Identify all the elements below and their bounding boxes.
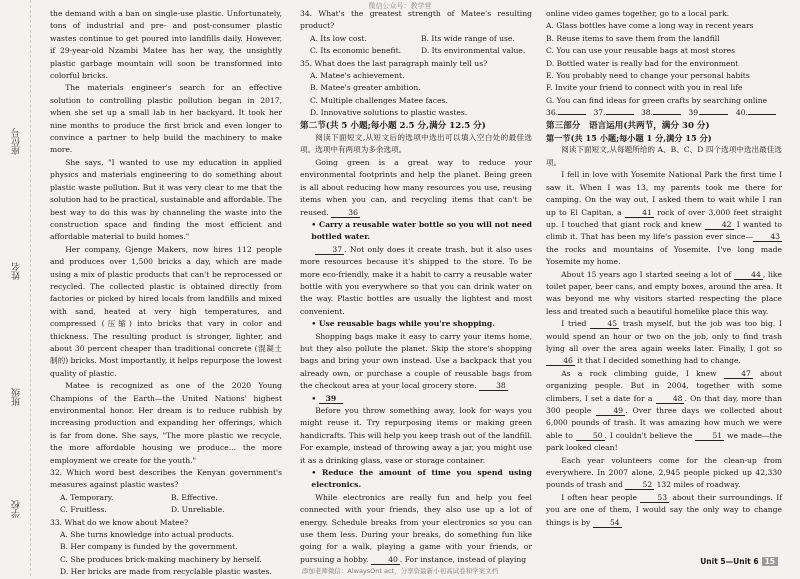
blank-39[interactable]: 39 xyxy=(319,394,343,404)
option: A. Glass bottles have come a long way in recent years xyxy=(546,21,754,31)
school-label: 学校 xyxy=(12,500,22,518)
subheading: • Carry a reusable water bottle so you will not need bottled water. xyxy=(311,219,532,242)
option: C. You can use your reusable bags at most stores xyxy=(546,46,736,56)
passage-paragraph: 37 . Not only does it create trash, but it also uses more resources because it's shipped to the store. To be more eco-friendly, make it a habit to carry a reusable water bottle with you everywhere so that you can drink water on the way. Plastic bottles are usually the lightest and most convenient. xyxy=(300,244,532,316)
option: D. Her bricks are made from recyclable plastic wastes. xyxy=(60,567,272,577)
question-32-options xyxy=(50,504,282,516)
question-35: 35. What does the last paragraph mainly tell us? xyxy=(300,58,488,68)
option: B. Reuse items to save them from the landfill xyxy=(546,33,720,43)
question-32-options xyxy=(50,492,282,504)
blank-53[interactable]: 53 xyxy=(640,493,669,503)
option: G. You can find ideas for green crafts by searching online xyxy=(546,95,768,105)
answer-blank[interactable]: 39. xyxy=(688,107,728,119)
answer-blank[interactable]: 36. xyxy=(546,107,586,119)
passage-paragraph: the demand with a ban on single-use plastic. Unfortunately, tons of industrial and pre- and post-consumer plastic wastes continue to get poured into landfills daily. However, if 29-year-old Nzambi Matee has her way, the unsightly plastic garbage mountain will soon be transformed into colorful bricks. xyxy=(50,9,282,81)
question-34-options xyxy=(300,33,532,45)
blank-51[interactable]: 51 xyxy=(695,431,724,441)
passage-paragraph: The materials engineer's search for an effective solution to controlling plastic pollution began in 2017, when she set up a small lab in her backyard. It took her nine months to produce the first brick and even longer to convince a partner to help build the machinery to make more. xyxy=(50,83,282,155)
passage-paragraph: I fell in love with Yosemite National Park the first time I saw it. When I was 13, my parents took me there for camping. On the way out, I asked them to wait while I ran up to El Capitan, a 41 rock of over 3,000 feet straight up. I touched that giant rock and knew 42 I wanted to climb it. That has been my life's passion ever since— 43 the rocks and mountains of Yosemite. I've long made Yosemite my home. xyxy=(546,170,782,267)
answer-blank[interactable]: 37. xyxy=(593,107,633,119)
answer-blank[interactable]: 38. xyxy=(641,107,681,119)
option: C. Its economic benefit. xyxy=(310,46,402,56)
subheading: • Reduce the amount of time you spend using electronics. xyxy=(311,468,532,490)
option: C. Multiple challenges Matee faces. xyxy=(310,95,448,105)
column-3 xyxy=(546,8,782,529)
blank-38[interactable]: 38 xyxy=(479,381,508,391)
passage-paragraph: online video games together, go to a local park. xyxy=(546,9,730,18)
unit-label: Unit 5—Unit 6 xyxy=(700,557,759,566)
blank-42[interactable]: 42 xyxy=(705,220,734,230)
passage-paragraph: I often hear people 53 about their surroundings. If you are one of them, I would say the only way to change things is by 54 xyxy=(546,492,783,527)
answer-blank[interactable]: 40. xyxy=(736,107,776,119)
blank-54[interactable]: 54 xyxy=(593,518,622,528)
page-footer xyxy=(700,557,778,566)
option: B. Matee's greater ambition. xyxy=(310,83,421,93)
blank-40[interactable]: 40 xyxy=(371,555,400,565)
part-heading: 第三部分 语言运用(共两节，满分 30 分) xyxy=(546,120,710,131)
blank-46[interactable]: 46 xyxy=(546,356,575,366)
footer-watermark: 添加老师微信：AlwaysOnt act，分享资最新小初高试卷和学案文档 xyxy=(301,567,499,575)
blank-41[interactable]: 41 xyxy=(625,208,654,218)
question-32: 32. Which word best describes the Kenyan government's measures against plastic wastes? xyxy=(50,468,282,490)
blank-44[interactable]: 44 xyxy=(734,270,763,280)
blank-36[interactable]: 36 xyxy=(331,208,360,218)
name-label: 姓名 xyxy=(12,262,22,280)
section-instructions: 阅读下面短文,从每题所给的 A、B、C、D 四个选项中选出最佳选项。 xyxy=(546,145,782,167)
option: F. Invite your friend to connect with you in real life xyxy=(546,83,743,93)
blank-50[interactable]: 50 xyxy=(576,431,605,441)
passage-paragraph: As a rock climbing guide, I knew 47 about organizing people. But in 2004, together with some climbers, I set a date for a 48 . On that day, more than 300 people 49 . Over three days we collected about 6,000 pounds of trash. It was amazing how much we were able to 50 . I couldn't believe the 51 we made—the park looked clean! xyxy=(546,368,782,453)
seat-number-label: 座位号 xyxy=(12,128,22,155)
section-heading: 第二节(共 5 小题;每小题 2.5 分,满分 12.5 分) xyxy=(300,120,486,131)
subheading-blank: • 39 xyxy=(300,393,532,405)
passage-paragraph: I tried 45 trash myself, but the job was too big. I would spend an hour or two on the job, only to find trash lying all over the area again weeks later. Finally, I got so 46 it that I decided something had to change. xyxy=(546,319,782,366)
question-34: 34. What's the greatest strength of Matee's resulting product? xyxy=(300,9,532,31)
answer-blanks-row xyxy=(546,107,782,119)
passage-paragraph: Shopping bags make it easy to carry your items home, but they also pollute the planet. Skip the store's shopping bags and bring your own instead. Use a backpack that you already own, or purchase a couple of reusable bags from the checkout area at your local grocery store. 38 xyxy=(300,331,532,391)
blank-37[interactable]: 37 xyxy=(315,245,344,255)
blank-48[interactable]: 48 xyxy=(656,394,685,404)
section-heading: 第一节(共 15 小题;每小题 1 分,满分 15 分) xyxy=(546,133,712,144)
passage-paragraph: While electronics are really fun and help you feel connected with your friends, they also use up a lot of energy. Schedule breaks from your electronics so you can use them less. During your breaks, do something fun like going for a walk, playing a game with your friends, or pursuing a hobby. 40 . For instance, instead of playing xyxy=(300,492,532,564)
column-2 xyxy=(300,8,532,566)
binding-strip xyxy=(0,0,31,576)
option: A. She turns knowledge into actual products. xyxy=(60,530,235,540)
question-33: 33. What do we know about Matee? xyxy=(50,517,189,527)
option: B. Effective. xyxy=(171,492,218,502)
option: C. Fruitless. xyxy=(60,505,107,515)
passage-paragraph: Before you throw something away, look for ways you might reuse it. Try repurposing items or making green handicrafts. This will help you keep trash out of the landfill. For example, instead of throwing away a jar, you might use it as a drinking glass, vase or storage container. xyxy=(300,406,532,465)
section-instructions: 阅读下面短文,从短文后的选项中选出可以填入空白处的最佳选项。选项中有两项为多余选项。 xyxy=(300,133,532,155)
blank-52[interactable]: 52 xyxy=(625,480,654,490)
blank-49[interactable]: 49 xyxy=(596,406,625,416)
option: B. Her company is funded by the government. xyxy=(60,542,238,552)
passage-paragraph: About 15 years ago I started seeing a lot of 44 , like toilet paper, beer cans, and empty boxes, around the area. It was beyond me why visitors started respecting the place less and treated such a beautiful homelike place this way. xyxy=(546,269,783,316)
passage-paragraph: She says, "I wanted to use my education in applied physics and materials engineering to do something about plastic waste pollution. But it was very clear to me that the solution had to be practical, sustainable and affordable. The best way to do this was by channeling the waste into the construction space and finding the most efficient and affordable material to build homes." xyxy=(50,157,283,242)
passage-paragraph: Her company, Gjenge Makers, now hires 112 people and produces over 1,500 bricks a day, which are made using a mix of plastic products that can't be reprocessed or recycled. The collected plastic is obtained directly from factories or picked by hired locals from landfills and mixed with sand, heated at very high temperatures, and compressed (压缩) into bricks that vary in color and thickness. The resulting product is stronger, lighter, and about 30 percent cheaper than traditional concrete (混凝土制的) bricks. Most importantly, it helps repurpose the lowest quality of plastic. xyxy=(50,244,282,378)
blank-45[interactable]: 45 xyxy=(590,319,619,329)
header-watermark: 微信公众号：教学营 xyxy=(368,2,432,10)
blank-47[interactable]: 47 xyxy=(724,369,753,379)
passage-paragraph: Matee is recognized as one of the 2020 Young Champions of the Earth—the United Nations' highest environmental honor. Her dream is to reduce rubbish by increasing production and expanding her offerings, which is far from done. She says, "The more plastic we recycle, the more affordable housing we produce... the more employment we create for the youth." xyxy=(50,381,282,465)
option: A. Its low cost. xyxy=(310,33,367,43)
option: C. She produces brick-making machinery by herself. xyxy=(60,554,262,564)
class-label: 班级 xyxy=(12,388,22,406)
option: D. Innovative solutions to plastic wastes. xyxy=(310,108,468,118)
question-34-options xyxy=(300,45,532,57)
option: B. Its wide range of use. xyxy=(421,33,515,43)
option: E. You probably need to change your personal habits xyxy=(546,71,750,81)
page-number: 15 xyxy=(762,557,778,566)
passage-paragraph: Going green is a great way to reduce your environmental footprints and help the planet. Being green is all about reducing how many resources you use, reusing items when you can, and recycling items that can't be reused. 36 xyxy=(300,157,532,217)
column-1 xyxy=(50,8,282,579)
option: A. Matee's achievement. xyxy=(310,71,405,81)
option: D. Unreliable. xyxy=(171,505,225,515)
option: D. Its environmental value. xyxy=(421,46,526,56)
subheading: • Use reusable bags while you're shopping. xyxy=(311,319,495,329)
passage-paragraph: Each year volunteers come for the clean-up from everywhere. In 2007 alone, 2,945 people picked up 42,330 pounds of trash and 52 132 miles of roadway. xyxy=(546,455,782,490)
blank-43[interactable]: 43 xyxy=(753,232,782,242)
option: A. Temporary. xyxy=(60,492,114,502)
option: D. Bottled water is really bad for the environment xyxy=(546,58,739,68)
